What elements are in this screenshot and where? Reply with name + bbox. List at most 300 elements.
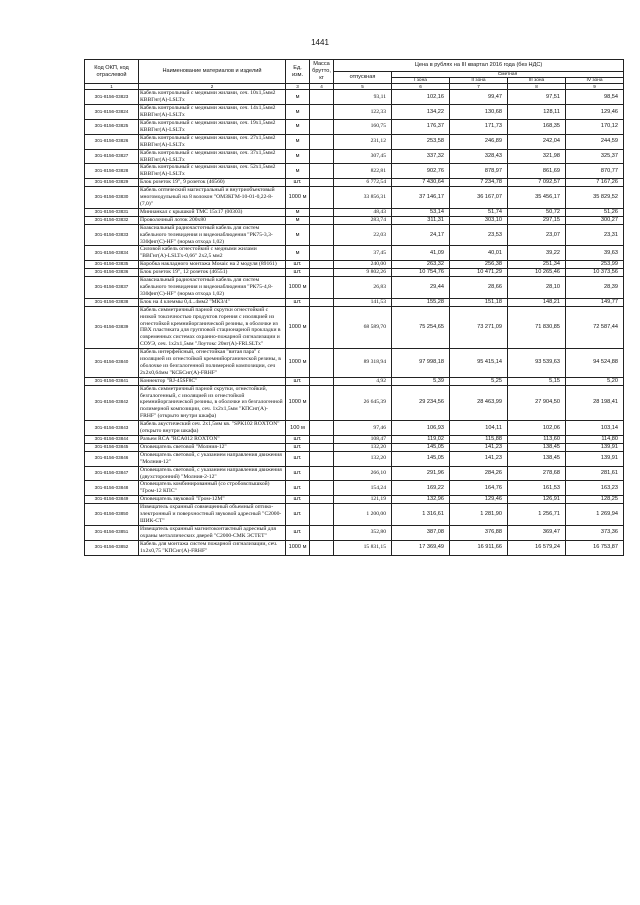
header-unit: Ед. изм. (286, 60, 310, 84)
zone-4-price: 129,46 (566, 105, 624, 120)
material-code: 301-8156-03845 (85, 443, 139, 451)
zone-4-price: 128,25 (566, 496, 624, 504)
material-name: Кабель контрольный с медными жилами, сеч. 10х1,5мм2 КВВГнг(А)-LSLTx (139, 90, 286, 105)
header-zone-1: I зона (392, 78, 450, 84)
zone-3-price: 113,60 (508, 436, 566, 444)
release-price: 89 318,94 (334, 349, 392, 378)
gross-mass (310, 120, 334, 135)
gross-mass (310, 525, 334, 540)
material-code: 301-8156-03839 (85, 306, 139, 348)
zone-1-price: 1 316,61 (392, 504, 450, 526)
table-row (85, 481, 624, 496)
zone-2-price: 141,23 (450, 451, 508, 466)
gross-mass (310, 216, 334, 224)
zone-3-price: 128,11 (508, 105, 566, 120)
material-name: Коаксиальный радиочастотный кабель для систем кабельного телевидения и видеонаблюдения "РК75-3,3-330фнг(С)-HF" (норма отхода 1,02) (139, 224, 286, 246)
release-price: 307,45 (334, 149, 392, 164)
zone-4-price: 1 269,94 (566, 504, 624, 526)
zone-1-price: 97 998,18 (392, 349, 450, 378)
zone-4-price: 35 829,52 (566, 187, 624, 209)
material-code: 301-8156-03823 (85, 90, 139, 105)
zone-3-price: 7 092,57 (508, 179, 566, 187)
zone-3-price: 161,53 (508, 481, 566, 496)
zone-3-price: 321,98 (508, 149, 566, 164)
material-code: 301-8156-03835 (85, 261, 139, 269)
release-price: 108,47 (334, 436, 392, 444)
header-price-group: Цена в рублях на III квартал 2016 года (без НДС) (334, 60, 624, 72)
table-row (85, 377, 624, 385)
zone-1-price: 24,17 (392, 224, 450, 246)
zone-4-price: 39,63 (566, 246, 624, 261)
release-price: 266,10 (334, 466, 392, 481)
zone-4-price: 870,77 (566, 164, 624, 179)
zone-2-price: 130,68 (450, 105, 508, 120)
gross-mass (310, 261, 334, 269)
price-table (84, 59, 624, 556)
zone-3-price: 28,10 (508, 277, 566, 299)
release-price: 132,20 (334, 443, 392, 451)
table-row (85, 298, 624, 306)
zone-1-price: 253,58 (392, 134, 450, 149)
release-price: 26 645,39 (334, 385, 392, 421)
release-price: 48,43 (334, 208, 392, 216)
unit-of-measure: м (286, 246, 310, 261)
release-price: 231,12 (334, 134, 392, 149)
material-code: 301-8156-03826 (85, 134, 139, 149)
material-name: Извещатель охранный магнитоконтактный адресный для охраны металлических дверей "С2000-СМК ЭСТЕТ" (139, 525, 286, 540)
gross-mass (310, 269, 334, 277)
release-price: 37,45 (334, 246, 392, 261)
unit-of-measure: м (286, 224, 310, 246)
zone-2-price: 328,43 (450, 149, 508, 164)
material-code: 301-8156-03850 (85, 504, 139, 526)
table-row (85, 149, 624, 164)
gross-mass (310, 377, 334, 385)
zone-3-price: 102,06 (508, 421, 566, 436)
table-row (85, 385, 624, 421)
zone-3-price: 168,35 (508, 120, 566, 135)
zone-4-price: 94 524,88 (566, 349, 624, 378)
zone-2-price: 36 167,07 (450, 187, 508, 209)
table-row (85, 504, 624, 526)
material-name: Кабель контрольный с медными жилами, сеч. 14х1,5мм2 КВВГнг(А)-LSLTx (139, 105, 286, 120)
zone-2-price: 151,18 (450, 298, 508, 306)
zone-4-price: 7 167,26 (566, 179, 624, 187)
zone-2-price: 878,97 (450, 164, 508, 179)
header-zone-3: III зона (508, 78, 566, 84)
gross-mass (310, 224, 334, 246)
zone-2-price: 7 234,78 (450, 179, 508, 187)
zone-1-price: 75 254,65 (392, 306, 450, 348)
zone-3-price: 93 539,63 (508, 349, 566, 378)
unit-of-measure: шт. (286, 481, 310, 496)
zone-1-price: 311,31 (392, 216, 450, 224)
zone-1-price: 387,08 (392, 525, 450, 540)
zone-4-price: 325,37 (566, 149, 624, 164)
gross-mass (310, 298, 334, 306)
zone-1-price: 169,22 (392, 481, 450, 496)
material-code: 301-8156-03830 (85, 187, 139, 209)
zone-4-price: 16 753,87 (566, 540, 624, 555)
material-name: Извещатель охранный совмещенный объемный оптико-электронный и поверхностный звуковой адресный "С2000-ШИК-СТ" (139, 504, 286, 526)
zone-2-price: 28,66 (450, 277, 508, 299)
material-name: Кабель симметричный парной скрутки огнестойкий с низкой токсичностью продуктов горения с изоляцией из огнестойкой кремнийорганической резины, в оболочке из ПВХ пластиката для групповой стационарной прокладки в современных системах охранно-пожарной сигнализации и СОУЭ, сеч. 1х2х1,5мм "Лоутокс 20нг(А)-FRLSLTx" (139, 306, 286, 348)
header-zone-2: II зона (450, 78, 508, 84)
unit-of-measure: шт. (286, 269, 310, 277)
unit-of-measure: шт. (286, 377, 310, 385)
zone-1-price: 134,22 (392, 105, 450, 120)
zone-2-price: 16 911,66 (450, 540, 508, 555)
unit-of-measure: 1000 м (286, 540, 310, 555)
gross-mass (310, 466, 334, 481)
zone-4-price: 244,59 (566, 134, 624, 149)
gross-mass (310, 277, 334, 299)
release-price: 26,83 (334, 277, 392, 299)
zone-4-price: 51,26 (566, 208, 624, 216)
table-row (85, 466, 624, 481)
material-code: 301-8156-03825 (85, 120, 139, 135)
unit-of-measure: 100 м (286, 421, 310, 436)
material-name: Кабель оптический магистральный и внутриобъектовый многомодульный на 8 волокон "ОМЗКГМ-10-01-0,22-8-(7,0)" (139, 187, 286, 209)
zone-1-price: 41,09 (392, 246, 450, 261)
zone-3-price: 297,15 (508, 216, 566, 224)
zone-3-price: 369,47 (508, 525, 566, 540)
column-number: 7 (450, 84, 508, 90)
gross-mass (310, 208, 334, 216)
material-name: Минианкал с крышкой ТМС 15х17 (00303) (139, 208, 286, 216)
zone-4-price: 163,23 (566, 481, 624, 496)
material-code: 301-8156-03848 (85, 481, 139, 496)
gross-mass (310, 349, 334, 378)
header-release-price: отпускная (334, 72, 392, 84)
zone-4-price: 103,14 (566, 421, 624, 436)
material-name: Блок розеток 19", 12 розеток (46551) (139, 269, 286, 277)
table-row (85, 349, 624, 378)
material-name: Оповещатель световой "Молния-12" (139, 443, 286, 451)
column-number: 4 (310, 84, 334, 90)
unit-of-measure: шт. (286, 298, 310, 306)
zone-2-price: 1 281,90 (450, 504, 508, 526)
material-code: 301-8156-03842 (85, 385, 139, 421)
material-name: Оповещатель звуковой "Гром-12М" (139, 496, 286, 504)
material-code: 301-8156-03832 (85, 216, 139, 224)
zone-4-price: 253,99 (566, 261, 624, 269)
table-row (85, 246, 624, 261)
table-row (85, 208, 624, 216)
material-code: 301-8156-03829 (85, 179, 139, 187)
release-price: 160,75 (334, 120, 392, 135)
gross-mass (310, 134, 334, 149)
material-name: Блок розеток 19", 9 розеток (46560) (139, 179, 286, 187)
zone-3-price: 10 265,46 (508, 269, 566, 277)
zone-3-price: 242,04 (508, 134, 566, 149)
release-price: 132,20 (334, 451, 392, 466)
material-name: Кабель контрольный с медными жилами, сеч. 52х1,5мм2 КВВГнг(А)-LSLTx (139, 164, 286, 179)
zone-3-price: 148,21 (508, 298, 566, 306)
release-price: 22,03 (334, 224, 392, 246)
material-name: Оповещатель комбинированный (со стробовспышкой) "Гром-12 КПС" (139, 481, 286, 496)
gross-mass (310, 540, 334, 555)
table-row (85, 436, 624, 444)
material-name: Кабель акустический сеч. 2х1,5мм кв. "SPK102 ROXTON" (открыто внутри шкафа) (139, 421, 286, 436)
table-row (85, 451, 624, 466)
zone-1-price: 53,14 (392, 208, 450, 216)
release-price: 1 200,00 (334, 504, 392, 526)
zone-1-price: 263,32 (392, 261, 450, 269)
material-code: 301-8156-03841 (85, 377, 139, 385)
unit-of-measure: м (286, 208, 310, 216)
zone-1-price: 29 234,56 (392, 385, 450, 421)
zone-1-price: 106,93 (392, 421, 450, 436)
zone-2-price: 10 471,29 (450, 269, 508, 277)
zone-1-price: 145,05 (392, 451, 450, 466)
table-row (85, 496, 624, 504)
unit-of-measure: м (286, 216, 310, 224)
table-row (85, 525, 624, 540)
zone-3-price: 278,68 (508, 466, 566, 481)
zone-1-price: 29,44 (392, 277, 450, 299)
unit-of-measure: шт. (286, 451, 310, 466)
unit-of-measure: шт. (286, 496, 310, 504)
column-number: 8 (508, 84, 566, 90)
unit-of-measure: м (286, 149, 310, 164)
header-estimate-price: Сметная (392, 72, 624, 78)
zone-2-price: 23,53 (450, 224, 508, 246)
unit-of-measure: м (286, 105, 310, 120)
table-row (85, 261, 624, 269)
zone-4-price: 170,12 (566, 120, 624, 135)
release-price: 33 856,31 (334, 187, 392, 209)
material-name: Кабель интерфейсный, огнестойкая "витая пара" с изоляцией из огнестойкой кремнийорганической резины, в оболочке из безгалогенной полимерной композиции, сеч 2х2х0,64мм "КСБСнг(А)-FRHF" (139, 349, 286, 378)
material-name: Силовой кабель огнестойкий с медными жилами "ВВГнг(А)-LSLTx-0,66" 2х2,5 мм2 (139, 246, 286, 261)
unit-of-measure: шт. (286, 504, 310, 526)
gross-mass (310, 504, 334, 526)
material-code: 301-8156-03834 (85, 246, 139, 261)
zone-4-price: 98,54 (566, 90, 624, 105)
material-name: Оповещатель световой, с указанием направления движения "Молния-12" (139, 451, 286, 466)
release-price: 240,00 (334, 261, 392, 269)
material-name: Проволочный лоток 200х80 (139, 216, 286, 224)
unit-of-measure: м (286, 120, 310, 135)
zone-1-price: 17 369,49 (392, 540, 450, 555)
zone-3-price: 251,34 (508, 261, 566, 269)
zone-1-price: 37 146,17 (392, 187, 450, 209)
material-code: 301-8156-03828 (85, 164, 139, 179)
release-price: 154,24 (334, 481, 392, 496)
material-code: 301-8156-03844 (85, 436, 139, 444)
table-row (85, 269, 624, 277)
material-name: Кабель контрольный с медными жилами, сеч. 27х1,5мм2 КВВГнг(А)-LSLTx (139, 134, 286, 149)
zone-2-price: 256,38 (450, 261, 508, 269)
zone-1-price: 337,32 (392, 149, 450, 164)
zone-2-price: 303,10 (450, 216, 508, 224)
zone-3-price: 39,22 (508, 246, 566, 261)
unit-of-measure: м (286, 164, 310, 179)
zone-3-price: 861,69 (508, 164, 566, 179)
release-price: 9 802,26 (334, 269, 392, 277)
release-price: 6 772,54 (334, 179, 392, 187)
zone-1-price: 291,96 (392, 466, 450, 481)
zone-2-price: 73 271,09 (450, 306, 508, 348)
material-code: 301-8156-03843 (85, 421, 139, 436)
table-row (85, 540, 624, 555)
gross-mass (310, 105, 334, 120)
column-number: 9 (566, 84, 624, 90)
zone-3-price: 138,45 (508, 451, 566, 466)
release-price: 141,53 (334, 298, 392, 306)
zone-4-price: 23,31 (566, 224, 624, 246)
unit-of-measure: шт. (286, 436, 310, 444)
release-price: 4,92 (334, 377, 392, 385)
unit-of-measure: м (286, 90, 310, 105)
gross-mass (310, 149, 334, 164)
column-number: 2 (139, 84, 286, 90)
material-code: 301-8156-03836 (85, 269, 139, 277)
material-name: Кабель контрольный с медными жилами, сеч. 19х1,5мм2 КВВГнг(А)-LSLTx (139, 120, 286, 135)
gross-mass (310, 90, 334, 105)
zone-2-price: 129,46 (450, 496, 508, 504)
header-zone-4: IV зона (566, 78, 624, 84)
material-name: Разъем RCA "RCA012 ROXTON" (139, 436, 286, 444)
release-price: 15 831,15 (334, 540, 392, 555)
zone-3-price: 1 256,71 (508, 504, 566, 526)
column-number: 5 (334, 84, 392, 90)
material-code: 301-8156-03824 (85, 105, 139, 120)
zone-1-price: 10 754,76 (392, 269, 450, 277)
gross-mass (310, 421, 334, 436)
unit-of-measure: 1000 м (286, 277, 310, 299)
material-code: 301-8156-03827 (85, 149, 139, 164)
zone-4-price: 28,39 (566, 277, 624, 299)
gross-mass (310, 246, 334, 261)
zone-4-price: 10 373,56 (566, 269, 624, 277)
material-code: 301-8156-03840 (85, 349, 139, 378)
zone-2-price: 246,89 (450, 134, 508, 149)
unit-of-measure: 1000 м (286, 385, 310, 421)
material-name: Коннектор "RJ-45SF8C" (139, 377, 286, 385)
table-row (85, 306, 624, 348)
unit-of-measure: 1000 м (286, 349, 310, 378)
zone-2-price: 171,73 (450, 120, 508, 135)
zone-2-price: 99,47 (450, 90, 508, 105)
zone-4-price: 72 587,44 (566, 306, 624, 348)
zone-2-price: 95 415,14 (450, 349, 508, 378)
table-row (85, 277, 624, 299)
zone-4-price: 5,20 (566, 377, 624, 385)
gross-mass (310, 306, 334, 348)
release-price: 822,81 (334, 164, 392, 179)
unit-of-measure: шт. (286, 443, 310, 451)
zone-3-price: 71 830,85 (508, 306, 566, 348)
material-code: 301-8156-03846 (85, 451, 139, 466)
zone-4-price: 373,36 (566, 525, 624, 540)
release-price: 283,74 (334, 216, 392, 224)
zone-4-price: 114,80 (566, 436, 624, 444)
zone-3-price: 5,15 (508, 377, 566, 385)
material-code: 301-8156-03849 (85, 496, 139, 504)
table-row (85, 90, 624, 105)
material-code: 301-8156-03847 (85, 466, 139, 481)
unit-of-measure: шт. (286, 179, 310, 187)
column-number: 6 (392, 84, 450, 90)
table-row (85, 105, 624, 120)
zone-2-price: 28 463,99 (450, 385, 508, 421)
zone-3-price: 97,51 (508, 90, 566, 105)
zone-4-price: 139,91 (566, 443, 624, 451)
zone-2-price: 141,23 (450, 443, 508, 451)
table-row (85, 187, 624, 209)
table-row (85, 421, 624, 436)
release-price: 122,33 (334, 105, 392, 120)
material-name: Коробка накладного монтажа Mosaic на 2 модуля (89161) (139, 261, 286, 269)
zone-4-price: 281,61 (566, 466, 624, 481)
zone-1-price: 902,76 (392, 164, 450, 179)
release-price: 97,46 (334, 421, 392, 436)
column-number: 3 (286, 84, 310, 90)
zone-3-price: 23,07 (508, 224, 566, 246)
table-row (85, 164, 624, 179)
zone-1-price: 145,05 (392, 443, 450, 451)
material-code: 301-8156-03838 (85, 298, 139, 306)
material-name: Блок на 4 клеммы 0,4...4мм2 "МКЗ/4" (139, 298, 286, 306)
release-price: 352,80 (334, 525, 392, 540)
table-row (85, 224, 624, 246)
zone-1-price: 132,96 (392, 496, 450, 504)
zone-2-price: 115,88 (450, 436, 508, 444)
material-code: 301-8156-03837 (85, 277, 139, 299)
gross-mass (310, 187, 334, 209)
zone-3-price: 16 579,24 (508, 540, 566, 555)
gross-mass (310, 443, 334, 451)
unit-of-measure: м (286, 134, 310, 149)
zone-3-price: 50,72 (508, 208, 566, 216)
material-code: 301-8156-03833 (85, 224, 139, 246)
release-price: 121,19 (334, 496, 392, 504)
table-row (85, 443, 624, 451)
material-name: Коаксиальный радиочастотный кабель для систем кабельного телевидения и видеонаблюдения "РК75-4,8-330фнг(С)-HF" (норма отхода 1,02) (139, 277, 286, 299)
zone-1-price: 5,39 (392, 377, 450, 385)
table-header (85, 60, 624, 90)
release-price: 93,11 (334, 90, 392, 105)
table-row (85, 134, 624, 149)
gross-mass (310, 451, 334, 466)
table-body (85, 90, 624, 555)
zone-1-price: 119,02 (392, 436, 450, 444)
gross-mass (310, 481, 334, 496)
gross-mass (310, 179, 334, 187)
zone-4-price: 139,91 (566, 451, 624, 466)
unit-of-measure: шт. (286, 261, 310, 269)
zone-1-price: 155,28 (392, 298, 450, 306)
zone-2-price: 164,76 (450, 481, 508, 496)
zone-2-price: 5,25 (450, 377, 508, 385)
zone-4-price: 300,27 (566, 216, 624, 224)
header-mass: Масса брутто, кг (310, 60, 334, 84)
gross-mass (310, 164, 334, 179)
zone-3-price: 35 456,17 (508, 187, 566, 209)
zone-3-price: 27 904,50 (508, 385, 566, 421)
zone-4-price: 149,77 (566, 298, 624, 306)
gross-mass (310, 436, 334, 444)
zone-1-price: 176,37 (392, 120, 450, 135)
header-name: Наименование материалов и изделий (139, 60, 286, 84)
zone-2-price: 40,01 (450, 246, 508, 261)
release-price: 68 589,70 (334, 306, 392, 348)
unit-of-measure: шт. (286, 525, 310, 540)
material-name: Кабель симметричный парной скрутки, огнестойкий, безгалогенный, с изоляцией из огнестойкой кремнийорганической резины, в оболочке из безгалогенной полимерной композиции, сеч. 1х2х1,5мм "КПСнг(А)-FRHF" (открыто внутри шкафа) (139, 385, 286, 421)
material-name: Кабель контрольный с медными жилами, сеч. 37х1,5мм2 КВВГнг(А)-LSLTx (139, 149, 286, 164)
column-number: 1 (85, 84, 139, 90)
